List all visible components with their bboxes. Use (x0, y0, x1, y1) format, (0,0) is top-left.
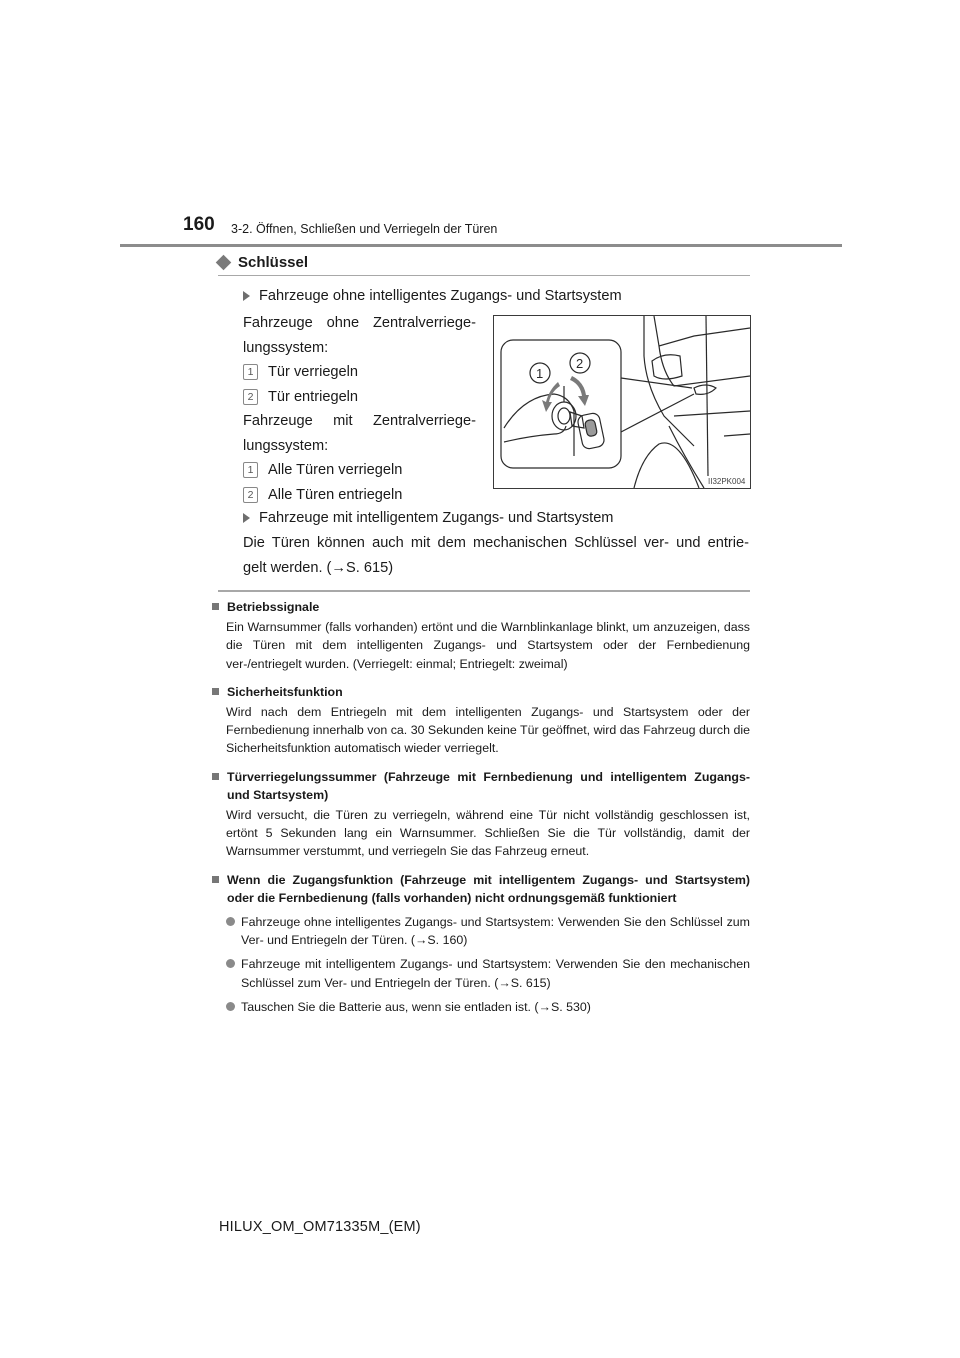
callout-2-label: 2 (576, 356, 584, 371)
item-number: 1 (243, 364, 258, 380)
list-item (243, 385, 476, 410)
circle-bullet-icon (226, 917, 235, 926)
group-heading-line: lungssystem: (243, 339, 329, 356)
note-body: Wird nach dem Entriegeln mit dem intelligenten Zugangs- und Startsystem oder der Fernbedienung innerhalb von ca. 30 Sekunden keine Tür geöffnet, wird das Fahrzeug durch die Sicherheitsfunktion automatisch wieder verriegelt. (226, 705, 750, 756)
notes-rule (218, 590, 750, 592)
square-bullet-icon (212, 603, 219, 610)
callout-1-label: 1 (536, 366, 544, 381)
item-text: Tür verriegeln (268, 364, 359, 380)
triangle-bullet-icon (243, 513, 250, 523)
note-malfunction (212, 871, 750, 1016)
footer-document-code: HILUX_OM_OM71335M_(EM) (219, 1219, 421, 1235)
note-title: Wenn die Zugangsfunktion (Fahrzeuge mit intelligentem Zugangs- und Startsystem) oder die Fernbedienung (falls vorhanden) nicht ordnungsgemäß funktioniert (227, 872, 750, 905)
list-item (243, 360, 476, 385)
mechanical-key-paragraph (243, 531, 749, 580)
item-number: 2 (243, 389, 258, 405)
note-door-lock-buzzer (212, 768, 750, 861)
circle-bullet-icon (226, 959, 235, 968)
group-heading-line: Fahrzeuge mit Zentralverriege- (243, 413, 476, 429)
square-bullet-icon (212, 773, 219, 780)
item-text: Tür entriegeln (268, 388, 359, 405)
paragraph-line: gelt werden. (→S. 615) (243, 559, 394, 576)
note-operation-signals (212, 598, 750, 673)
circle-bullet-icon (226, 1002, 235, 1011)
section-rule (218, 275, 750, 276)
triangle-bullet-icon (243, 291, 250, 301)
group-heading-line: Fahrzeuge ohne Zentralverriege- (243, 315, 476, 331)
bullet-item (226, 913, 750, 949)
item-number: 1 (243, 462, 258, 478)
note-bullet-list (212, 913, 750, 1016)
note-title: Sicherheitsfunktion (227, 684, 343, 699)
header-rule (120, 244, 842, 247)
figure-code: II32PK004 (708, 477, 746, 486)
note-body: Ein Warnsummer (falls vorhanden) ertönt und die Warnblinkanlage blinkt, um anzuzeigen, dass die Türen mit dem intelligenten Zugangs- und Startsystem oder der Fernbedienung ver-/entriegelt wurden. (Verriegelt: einmal; Entriegelt: zweimal) (226, 620, 750, 671)
lock-instructions (243, 311, 476, 507)
subsection-without-smart-key (243, 284, 622, 309)
item-number: 2 (243, 487, 258, 503)
item-text: Alle Türen entriegeln (268, 486, 403, 503)
note-title: Türverriegelungssummer (Fahrzeuge mit Fernbedienung und intelligentem Zugangs- und Startsystem) (227, 769, 750, 802)
square-bullet-icon (212, 876, 219, 883)
subsection-title: Fahrzeuge ohne intelligentes Zugangs- und Startsystem (259, 288, 622, 304)
note-body: Wird versucht, die Türen zu verriegeln, während eine Tür nicht vollständig geschlossen ist, ertönt 5 Sekunden lang ein Warnsummer. Schließen Sie die Tür vollständig, damit der Warnsummer verstummt, und verriegeln Sie das Fahrzeug erneut. (226, 808, 750, 859)
section-title: Schlüssel (238, 254, 309, 271)
paragraph-line: Die Türen können auch mit dem mechanischen Schlüssel ver- und entrie- (243, 535, 749, 551)
bullet-item (226, 955, 750, 991)
bullet-text: Fahrzeuge mit intelligentem Zugangs- und Startsystem: Verwenden Sie den mechanischen Schlüssel zum Ver- und Entriegeln der Türen. (→S. 615) (241, 957, 750, 990)
chapter-title: 3-2. Öffnen, Schließen und Verriegeln der Türen (231, 222, 498, 236)
note-title: Betriebssignale (227, 600, 320, 614)
notes-section (212, 598, 750, 1026)
list-item (243, 483, 476, 508)
subsection-with-smart-key (243, 506, 613, 531)
bullet-item (226, 998, 750, 1016)
key-door-illustration (493, 315, 751, 489)
list-item (243, 458, 476, 483)
subsection-title: Fahrzeuge mit intelligentem Zugangs- und Startsystem (259, 510, 614, 526)
bullet-text: Fahrzeuge ohne intelligentes Zugangs- und Startsystem: Verwenden Sie den Schlüssel zum Ver- und Entriegeln der Türen. (→S. 160) (241, 915, 750, 948)
section-heading (218, 254, 308, 271)
bullet-text: Tauschen Sie die Batterie aus, wenn sie entladen ist. (→S. 530) (241, 999, 591, 1014)
page-number: 160 (183, 214, 215, 235)
diamond-icon (216, 255, 232, 271)
square-bullet-icon (212, 688, 219, 695)
group-heading-line: lungssystem: (243, 437, 329, 454)
note-security-function (212, 683, 750, 758)
key-lock-drawing (494, 316, 750, 488)
item-text: Alle Türen verriegeln (268, 462, 403, 478)
